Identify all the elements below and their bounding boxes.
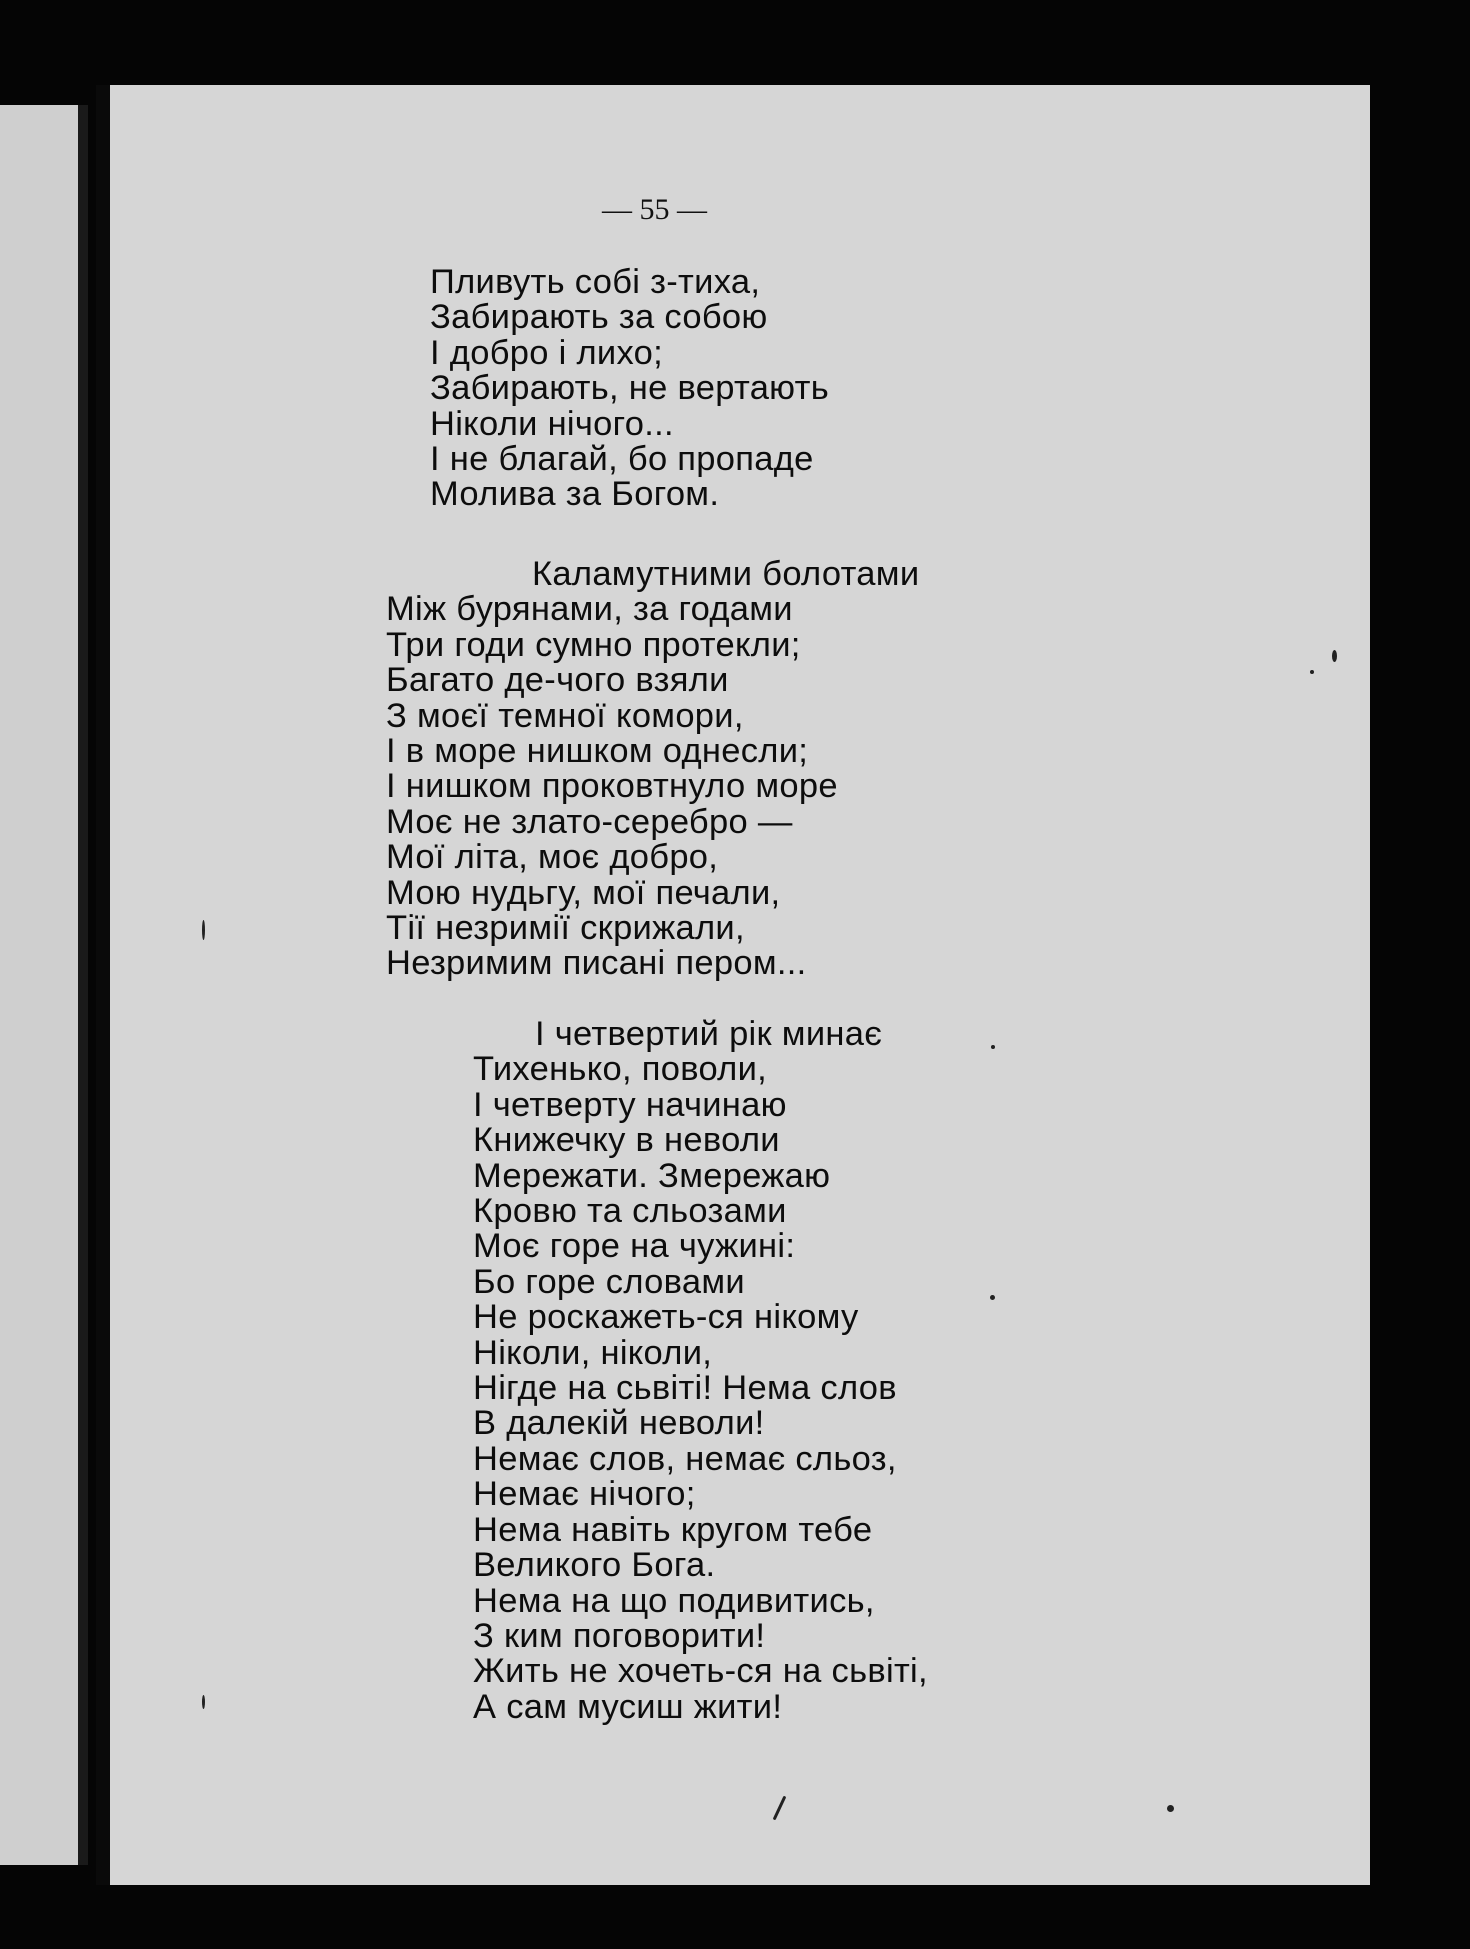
- verse-line: Бо горе словами: [473, 1262, 745, 1301]
- scan-speck: [1310, 670, 1314, 674]
- verse-line: Немає слов, немає сльоз,: [473, 1439, 897, 1478]
- previous-page-edge: [0, 105, 88, 1865]
- verse-line: І добро і лихо;: [430, 333, 663, 372]
- verse-line: Ніколи, ніколи,: [473, 1333, 713, 1372]
- verse-line: Моє не злато-серебро —: [386, 802, 793, 841]
- verse-line: А сам мусиш жити!: [473, 1687, 783, 1726]
- stanza-3: [473, 1017, 928, 1725]
- scan-speck: [202, 1695, 205, 1709]
- verse-line: Пливуть собі з-тиха,: [430, 263, 761, 301]
- verse-line: Моє горе на чужині:: [473, 1227, 796, 1266]
- verse-line: Забирають за собою: [430, 298, 768, 337]
- verse-line: Немає нічого;: [473, 1475, 696, 1514]
- verse-line: Тії незримії скрижали,: [386, 909, 745, 948]
- verse-line: З моєї темної комори,: [386, 696, 744, 735]
- verse-line: Нема навіть кругом тебе: [473, 1510, 873, 1549]
- stanza-1: [430, 265, 829, 513]
- scan-speck: [991, 1045, 995, 1049]
- verse-line: Книжечку в неволи: [473, 1121, 780, 1160]
- verse-line: Великого Бога.: [473, 1546, 716, 1585]
- verse-line: І нишком проковтнуло море: [386, 767, 838, 806]
- verse-line: Кровю та сльозами: [473, 1192, 787, 1231]
- verse-line: Молива за Богом.: [430, 475, 720, 514]
- book-page: [96, 85, 1370, 1885]
- verse-line: Нема на що подивитись,: [473, 1581, 875, 1620]
- verse-line: В далекій неволи!: [473, 1404, 765, 1443]
- verse-line: Мережати. Змережаю: [473, 1156, 831, 1195]
- verse-line: Тихенько, поволи,: [473, 1050, 768, 1089]
- verse-line: Ніколи нічого...: [430, 404, 674, 443]
- verse-line: Три годи сумно протекли;: [386, 625, 801, 664]
- scan-speck: [1167, 1805, 1174, 1812]
- verse-line: Незримим писані пером...: [386, 944, 807, 983]
- stanza-2: [386, 557, 919, 982]
- verse-line: І не благай, бо пропаде: [430, 440, 814, 479]
- verse-line: Між бурянами, за годами: [386, 590, 793, 629]
- scan-speck: [202, 920, 205, 940]
- verse-line: Нігде на сьвіті! Нема слов: [473, 1369, 897, 1408]
- verse-line: Мої літа, моє добро,: [386, 838, 719, 877]
- verse-line: Не роскажеть-ся нікому: [473, 1298, 859, 1337]
- verse-line: З ким поговорити!: [473, 1616, 766, 1655]
- verse-line: І в море нишком однесли;: [386, 732, 809, 771]
- verse-line: І четверту начинаю: [473, 1085, 787, 1124]
- verse-line: Каламутними болотами: [532, 555, 920, 593]
- page-number: — 55 —: [602, 193, 707, 226]
- scan-speck: [773, 1796, 787, 1821]
- verse-line: Мою нудьгу, мої печали,: [386, 873, 781, 912]
- scan-speck: [1332, 650, 1337, 662]
- scan-speck: [990, 1295, 995, 1300]
- verse-line: Багато де-чого взяли: [386, 661, 729, 700]
- verse-line: Забирають, не вертають: [430, 369, 829, 408]
- verse-line: Жить не хочеть-ся на сьвіті,: [473, 1652, 928, 1691]
- verse-line: І четвертий рік минає: [535, 1015, 883, 1053]
